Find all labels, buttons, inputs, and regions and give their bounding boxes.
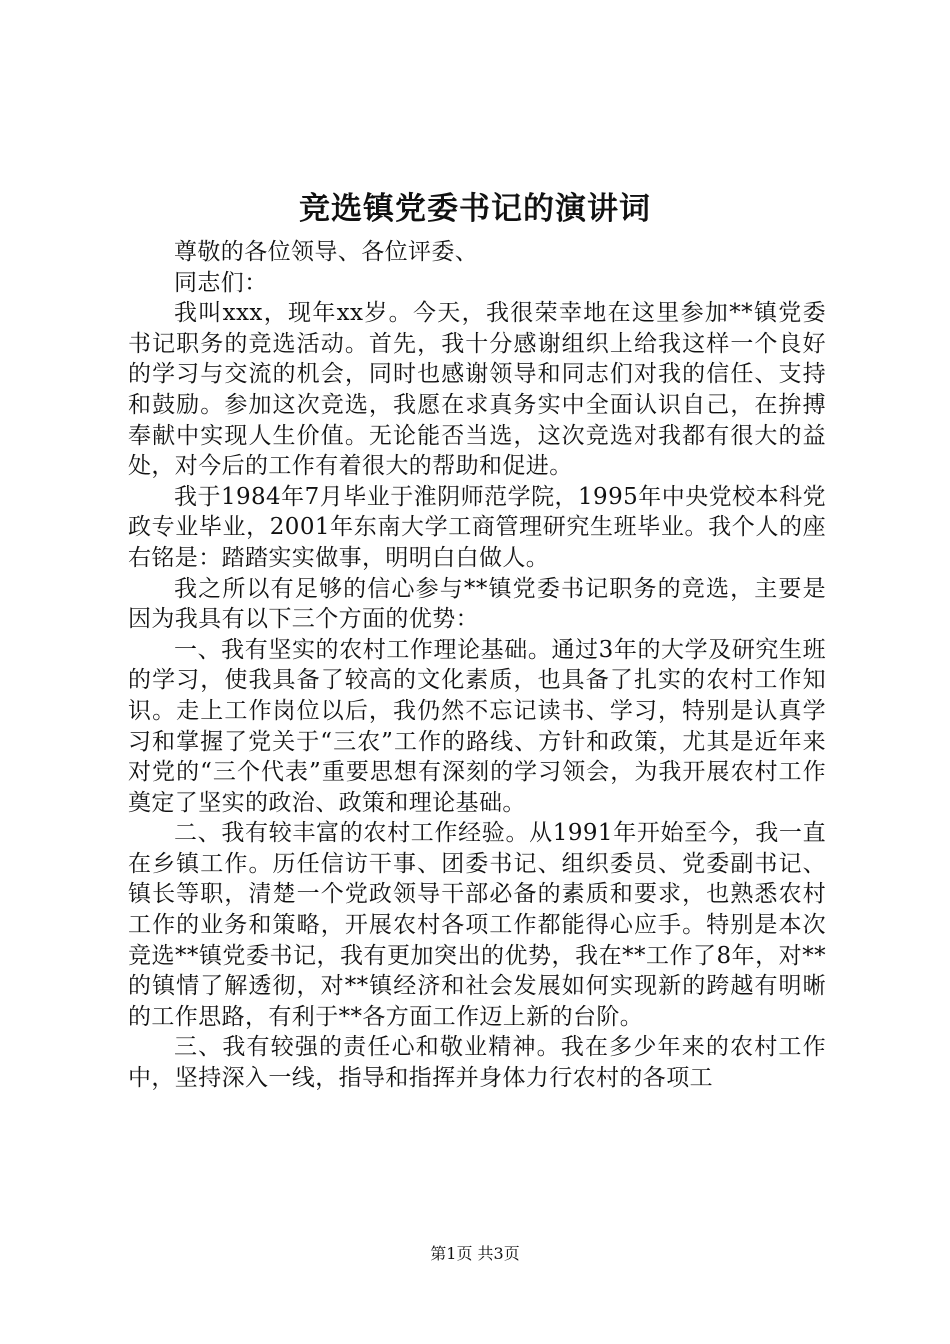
paragraph: 三、我有较强的责任心和敬业精神。我在多少年来的农村工作中，坚持深入一线，指导和指挥并身体力行农村的各项工	[128, 1034, 826, 1092]
page-number-footer: 第1页 共3页	[430, 1244, 520, 1263]
paragraph: 我之所以有足够的信心参与**镇党委书记职务的竞选，主要是因为我具有以下三个方面的优势：	[128, 575, 826, 633]
salutation-line: 尊敬的各位领导、各位评委、	[174, 239, 479, 265]
paragraph: 我叫xxx，现年xx岁。今天，我很荣幸地在这里参加**镇党委书记职务的竞选活动。首先，我十分感谢组织上给我这样一个良好的学习与交流的机会，同时也感谢领导和同志们对我的信任、支持和鼓励。参加这次竞选，我愿在求真务实中全面认识自己，在拚搏奉献中实现人生价值。无论能否当选，这次竞选对我都有很大的益处，对今后的工作有着很大的帮助和促进。	[128, 300, 826, 480]
paragraph: 一、我有坚实的农村工作理论基础。通过3年的大学及研究生班的学习，使我具备了较高的文化素质，也具备了扎实的农村工作知识。走上工作岗位以后，我仍然不忘记读书、学习，特别是认真学习和掌握了党关于“三农”工作的路线、方针和政策，尤其是近年来对党的“三个代表”重要思想有深刻的学习领会，为我开展农村工作奠定了坚实的政治、政策和理论基础。	[128, 636, 826, 816]
document-title: 竞选镇党委书记的演讲词	[299, 191, 651, 227]
paragraph: 二、我有较丰富的农村工作经验。从1991年开始至今，我一直在乡镇工作。历任信访干事、团委书记、组织委员、党委副书记、镇长等职，清楚一个党政领导干部必备的素质和要求，也熟悉农村工作的业务和策略，开展农村各项工作都能得心应手。特别是本次竞选**镇党委书记，我有更加突出的优势，我在**工作了8年，对**的镇情了解透彻，对**镇经济和社会发展如何实现新的跨越有明晰的工作思路，有利于**各方面工作迈上新的台阶。	[128, 820, 826, 1030]
paragraph: 我于1984年7月毕业于淮阴师范学院，1995年中央党校本科党政专业毕业，2001年东南大学工商管理研究生班毕业。我个人的座右铭是：踏踏实实做事，明明白白做人。	[128, 483, 826, 571]
salutation-line: 同志们：	[174, 269, 268, 296]
document-body	[128, 237, 826, 1094]
